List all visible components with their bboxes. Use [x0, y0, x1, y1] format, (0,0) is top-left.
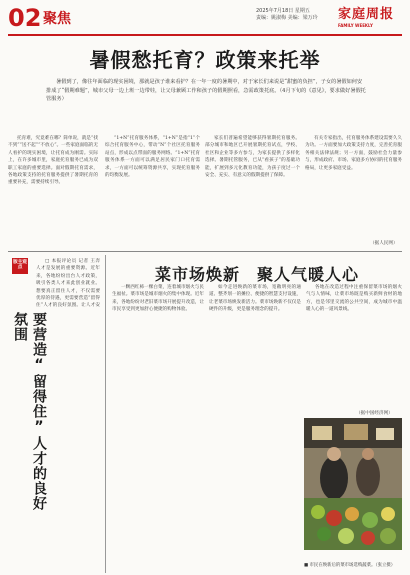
article1-column-2: “1+N”托育服务体系，“1+N”是指“1”个综合托育服务中心，带动“N”个社区托育服务站点，形成以点带面的服务网络。“1+N”托育服务体系一方面可以满足居民家门口托育需求，一方面可以统筹资源共享，实现托育服务的均衡发展。 [105, 136, 200, 179]
issue-info [256, 8, 318, 22]
issue-date: 2025年7月18日 星期五 [256, 8, 310, 14]
article2-column-2: 如今走进焕新的菜市场，宽敞明亮的通道、整齐划一的摊位、便捷的智慧支付设施，让老菜市场焕发新活力。菜市场焕新不仅仅是硬件的升级，更是服务理念的提升。 [209, 285, 301, 313]
newspaper-logo [338, 3, 404, 33]
article2-headline: 菜市场焕新 聚人气暖人心 [154, 265, 359, 284]
photo-caption: ■ 市民在焕新后的菜市场选购蔬菜。（张立摄） [304, 563, 396, 568]
article1-column-3: 家长们普遍希望能够获得暑期托育服务。部分城市和地区已开展暑期托育试点，学校、社区和企业等多方参与，为家长提供了多样化选择。暑期托管服务，已从“看孩子”的基础功能，扩展到多元化教育功能，为孩子度过一个安全、充实、有意义的假期提供了保障。 [205, 136, 300, 179]
article2-column-1: 一颗西红柿一棵白菜，连着城市烟火与民生福祉。菜市场是城市烟火的集中体现。近年来，各地纷纷对老旧菜市场开展提升改造，让市民享受到更加舒心便捷的购物体验。 [112, 285, 204, 313]
page-header [0, 0, 410, 38]
article1-column-1: 托育难，究竟难在哪？简单说，就是“找不到”“送不起”“不放心”。一些家庭面临的无人看护的现实困境，让托育成为刚需。实际上，在许多城市里，家庭托育服务已成为双职工家庭的重要选择。面对假期托育需求，各地政策支持的托育服务提供了暑期托育的重要补充，需要持续引导。 [8, 136, 98, 186]
column-divider [105, 255, 106, 573]
opinion-title: 要营造“留得住”人才的良好氛围 [12, 312, 47, 511]
logo-english: FAMILY WEEKLY [338, 23, 373, 28]
logo-chinese: 家庭周报 [338, 7, 395, 22]
article2-col1-intro: □ 本报评论员 记者 王奔 人才是发展的重要资源。近年来，各地纷纷出台人才政策，吸引各类人才来此创业就业。想要真正留住人才，不仅需要优厚的待遇，更需要营造“留得住”人才的良好氛围。让人才安 [36, 259, 100, 308]
article1-byline: （据人民网） [370, 241, 398, 246]
column-tag: 版主观点 [12, 258, 28, 274]
article2-byline: （据中国经济网） [356, 411, 393, 416]
article1-column-4: 有关专家指出，托育服务体系建设需要久久为功。一方面要加大政策支持力度，完善托育服务相关法律法规；另一方面，鼓励社会力量参与，形成政府、市场、家庭多方协同的托育服务格局，让更多家庭受益。 [305, 136, 402, 171]
main-headline: 暑假愁托育？政策来托举 [89, 48, 321, 72]
page-number: 02 [8, 4, 42, 32]
lead-paragraph: 暑假到了，像往年面临的现实困境，那就是孩子谁来看护？在一年一度的暑期中，对于家长们来说是“甜蜜的负担”，子女的暑假如何安排成了“假期难题”，城市父母一边上班一边带娃，让父母兼顾工作和孩子的假期照看，急需政策托底。（4月下旬的《意见》，要求做好暑假托管服务） [46, 79, 366, 102]
editor-info: 责编：姚淑梅 美编：梁万玲 [256, 15, 318, 21]
section-divider [8, 251, 402, 252]
article2-column-3: 各地在改造过程中注重保留菜市场的烟火气与人情味，让菜市场既是购买新鲜食材的地方，也是邻里交流的公共空间，成为城市中温暖人心的一道风景线。 [306, 285, 402, 313]
section-name: 聚焦 [43, 11, 71, 27]
market-photo [304, 418, 402, 550]
header-rule [8, 34, 402, 36]
market-photo-image [304, 418, 402, 550]
